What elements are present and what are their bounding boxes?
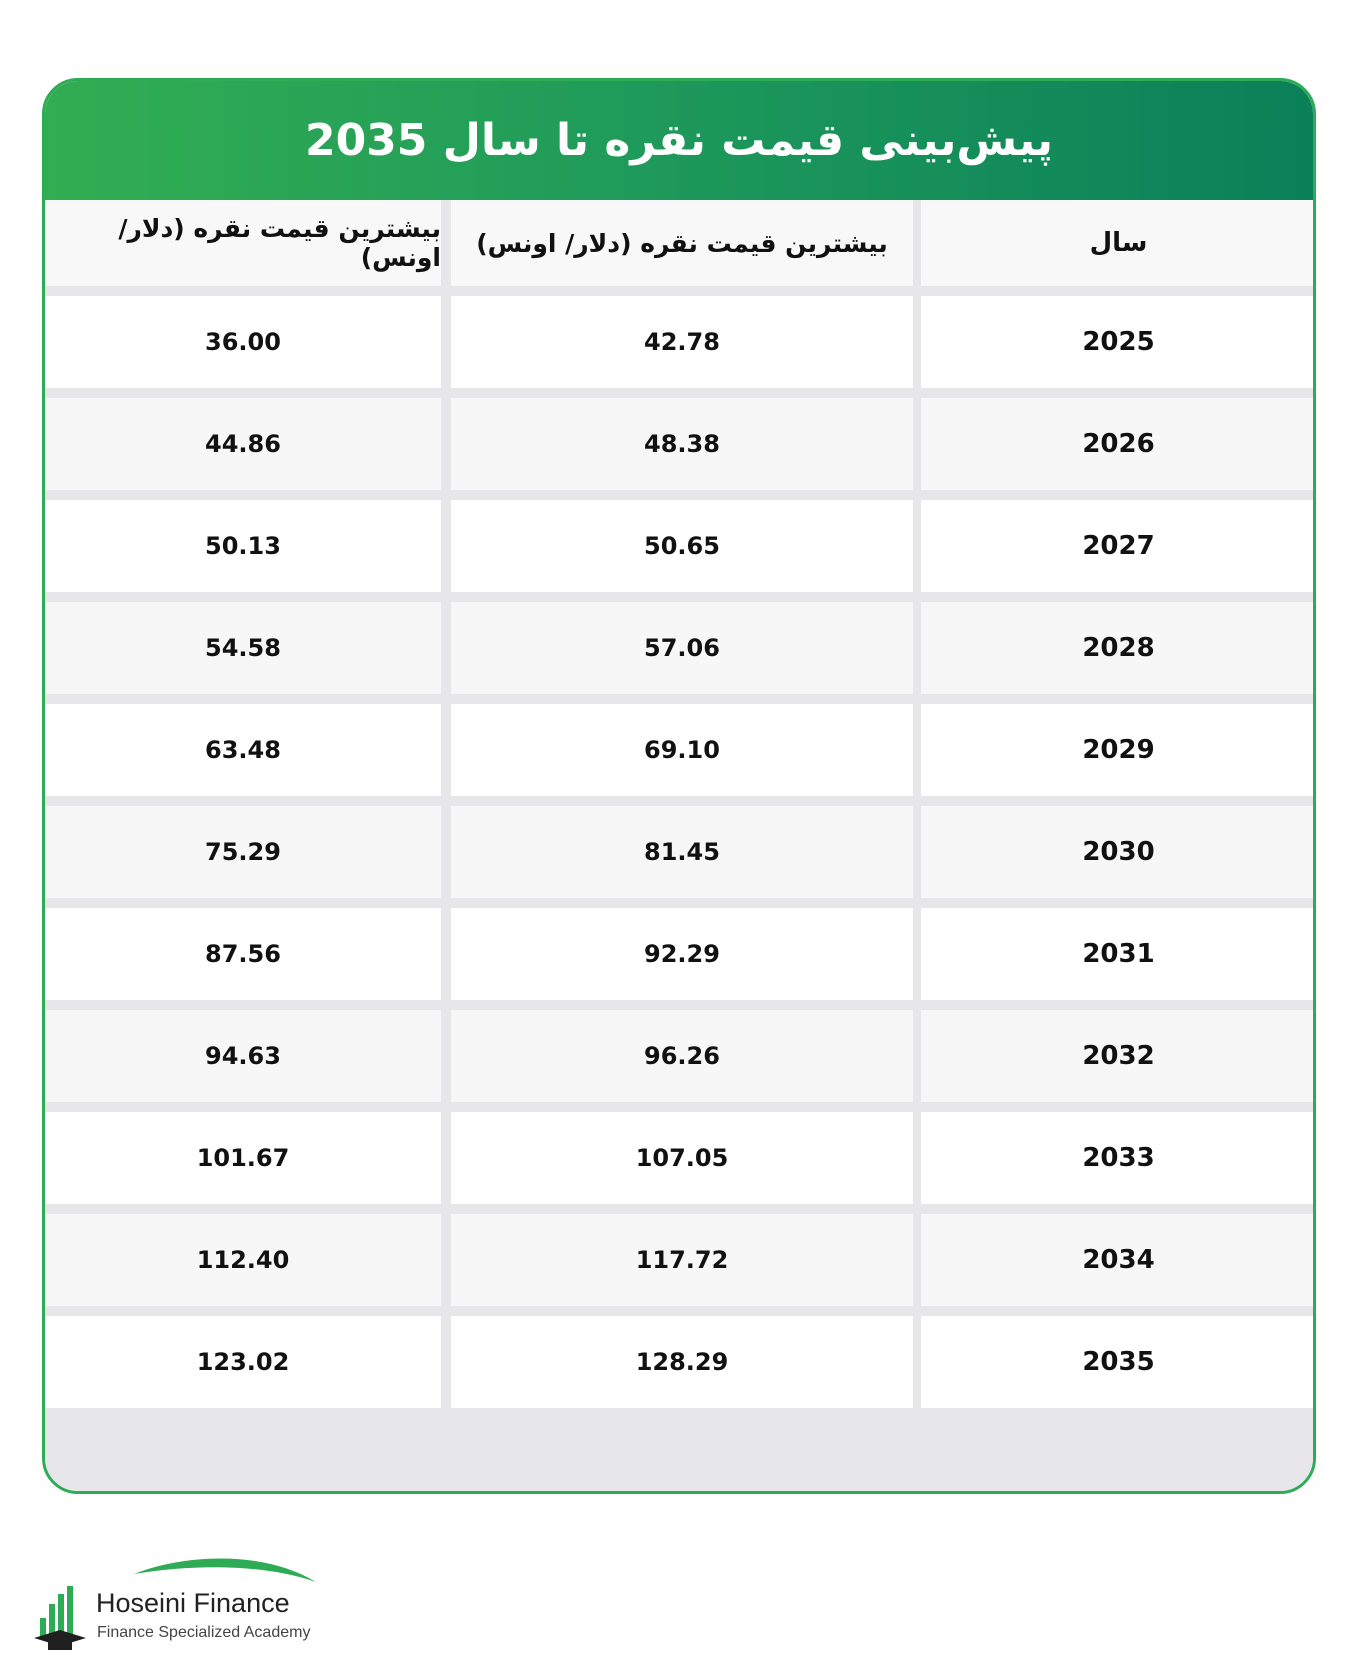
table-cell-year: 2032: [921, 1010, 1316, 1102]
table-cell-min-price: 36.00: [45, 296, 441, 388]
table-cell-max-price: 107.05: [451, 1112, 913, 1204]
table-cell-max-price: 42.78: [451, 296, 913, 388]
column-header-min-price: بیشترین قیمت نقره (دلار/ اونس): [45, 200, 441, 286]
table-cell-min-price: 44.86: [45, 398, 441, 490]
column-header-max-price: بیشترین قیمت نقره (دلار/ اونس): [451, 200, 913, 286]
table-cell-min-price: 63.48: [45, 704, 441, 796]
brand-tagline: Finance Specialized Academy: [97, 1624, 311, 1641]
table-cell-max-price: 117.72: [451, 1214, 913, 1306]
table-cell-min-price: 101.67: [45, 1112, 441, 1204]
max-price-column: [451, 200, 913, 1491]
table-cell-year: 2029: [921, 704, 1316, 796]
table-cell-max-price: 92.29: [451, 908, 913, 1000]
brand-logo: [34, 1552, 344, 1652]
table-cell-min-price: 112.40: [45, 1214, 441, 1306]
table-cell-max-price: 81.45: [451, 806, 913, 898]
table-cell-max-price: 50.65: [451, 500, 913, 592]
table-cell-max-price: 69.10: [451, 704, 913, 796]
table-cell-year: 2035: [921, 1316, 1316, 1408]
table-cell-year: 2034: [921, 1214, 1316, 1306]
forecast-table: [45, 200, 1313, 1491]
forecast-card: [42, 78, 1316, 1494]
table-cell-year: 2027: [921, 500, 1316, 592]
table-cell-min-price: 54.58: [45, 602, 441, 694]
table-cell-year: 2025: [921, 296, 1316, 388]
table-cell-max-price: 48.38: [451, 398, 913, 490]
table-cell-min-price: 87.56: [45, 908, 441, 1000]
table-cell-max-price: 57.06: [451, 602, 913, 694]
page-title: پیش‌بینی قیمت نقره تا سال 2035: [304, 115, 1054, 166]
table-cell-year: 2028: [921, 602, 1316, 694]
table-cell-max-price: 96.26: [451, 1010, 913, 1102]
table-cell-year: 2033: [921, 1112, 1316, 1204]
min-price-column: [45, 200, 441, 1491]
column-header-year: سال: [921, 200, 1316, 286]
table-cell-min-price: 50.13: [45, 500, 441, 592]
table-cell-year: 2031: [921, 908, 1316, 1000]
table-cell-min-price: 123.02: [45, 1316, 441, 1408]
table-cell-min-price: 94.63: [45, 1010, 441, 1102]
table-cell-max-price: 128.29: [451, 1316, 913, 1408]
year-column: [921, 200, 1316, 1491]
table-cell-year: 2026: [921, 398, 1316, 490]
card-header: [45, 81, 1313, 200]
table-cell-min-price: 75.29: [45, 806, 441, 898]
brand-name: Hoseini Finance: [96, 1588, 290, 1618]
table-cell-year: 2030: [921, 806, 1316, 898]
